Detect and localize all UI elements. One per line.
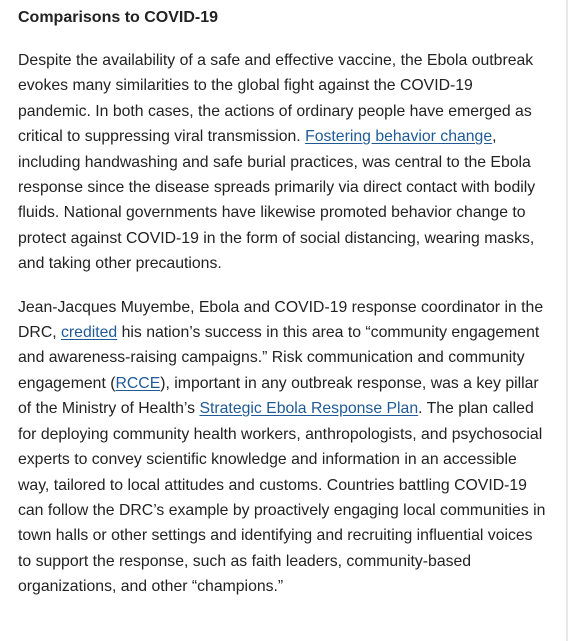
paragraph-1-text-a: Despite the availability of a safe and effective vaccine, the Ebola outbreak evokes many similarities to the global fight against the COVID-19 pandemic. In both cases, the actions of ordinary people have emerged as critical to suppressing viral transmission. (18, 52, 534, 146)
paragraph-2-text-a: Jean-Jacques Muyembe, Ebola and COVID-19 response coordinator in the DRC, (18, 298, 544, 342)
fostering-behavior-change-link[interactable]: Fostering behavior change (305, 128, 493, 146)
paragraph-2-text-d: . The plan called for deploying community health workers, anthropologists, and psychosocial experts to convey scientific knowledge and information in an accessible way, tailored to local attitudes and customs. Countries battling COVID-19 can follow the DRC’s example by proactively engaging local communities in town halls or other settings and identifying and recruiting influential voices to support the response, such as faith leaders, community-based organizations, and other “champions.” (18, 400, 546, 596)
paragraph-1 (18, 48, 546, 277)
paragraph-2-text-c: ), important in any outbreak response, was a key pillar of the Ministry of Health’s (18, 374, 539, 418)
paragraph-2 (18, 295, 546, 600)
rcce-link[interactable]: RCCE (115, 374, 161, 392)
credited-link[interactable]: credited (61, 324, 118, 342)
paragraph-1-text-b: , including handwashing and safe burial practices, was central to the Ebola response since the disease spreads primarily via direct contact with bodily fluids. National governments have likewise promoted behavior change to protect against COVID-19 in the form of social distancing, wearing masks, and taking other precautions. (18, 128, 536, 273)
section-heading: Comparisons to COVID-19 (18, 9, 219, 26)
paragraph-2-text-b: his nation’s success in this area to “community engagement and awareness-raising campaigns.” Risk communication and community engagement ( (18, 324, 540, 392)
strategic-ebola-response-plan-link[interactable]: Strategic Ebola Response Plan (199, 400, 419, 418)
